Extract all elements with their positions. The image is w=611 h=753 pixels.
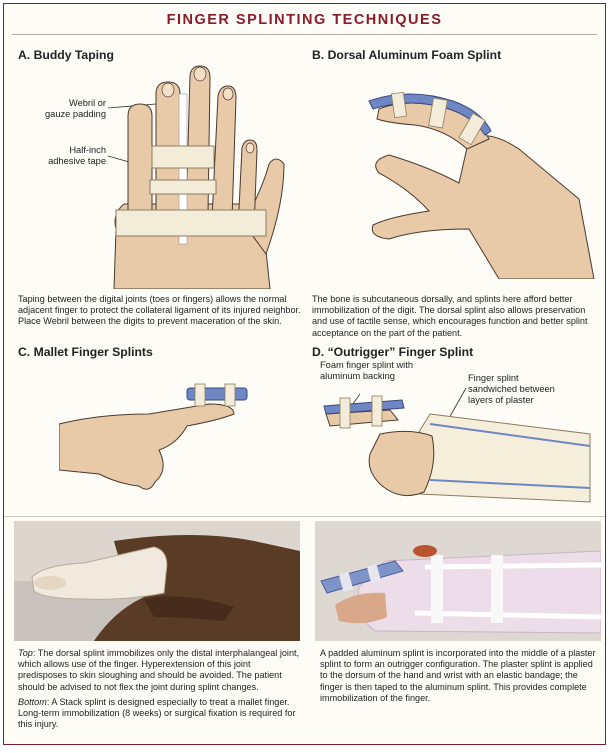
title-divider xyxy=(12,34,597,35)
outrigger-splint-photo xyxy=(315,521,601,641)
section-a-caption: Taping between the digital joints (toes or fingers) allows the normal adjacent finger to protect the collateral ligament of its injured neighbor. Place Webril between the digits to prevent maceration of the skin. xyxy=(18,294,301,327)
label-foam-splint: Foam finger splint with aluminum backing xyxy=(320,360,414,381)
section-b-heading: B. Dorsal Aluminum Foam Splint xyxy=(312,48,502,62)
label-adhesive-tape: Half-inch adhesive tape xyxy=(48,145,106,166)
page xyxy=(3,3,606,745)
label-plaster-splint: Finger splint sandwiched between layers of plaster xyxy=(468,373,555,405)
buddy-taping-illustration xyxy=(94,64,294,289)
section-c-heading: C. Mallet Finger Splints xyxy=(18,345,153,359)
dorsal-splint-illustration xyxy=(349,79,599,279)
section-d-caption: A padded aluminum splint is incorporated into the middle of a plaster splint to form an outrigger configuration. The plaster splint is applied to the dorsum of the hand and wrist with an elastic bandage; the finger is then taped to the aluminum splint. This provides complete immobilization of the finger. xyxy=(320,648,596,703)
mallet-splint-illustration xyxy=(59,374,269,509)
section-c-caption xyxy=(18,648,302,734)
photo-divider xyxy=(4,516,605,517)
section-b-caption: The bone is subcutaneous dorsally, and splints here afford better immobilization of the digit. The dorsal splint also allows preservation and use of tactile sense, which encourages function and better splint acceptance on the part of the patient. xyxy=(312,294,588,338)
caption-top: Top: The dorsal splint immobilizes only the distal interphalangeal joint, which allows use of the finger. Hyperextension of this joint predisposes to skin sloughing and should be avoided. The patient should be advised to not flex the joint during splint changes. xyxy=(18,648,300,692)
section-d-heading: D. “Outrigger” Finger Splint xyxy=(312,345,474,359)
caption-bottom: Bottom: A Stack splint is designed especially to treat a mallet finger. Long-term immobilization (8 weeks) or surgical fixation is required for this injury. xyxy=(18,696,296,730)
section-a-heading: A. Buddy Taping xyxy=(18,48,114,62)
stack-splint-photo xyxy=(14,521,300,641)
label-padding: Webril or gauze padding xyxy=(44,98,106,119)
page-title: FINGER SPLINTING TECHNIQUES xyxy=(166,12,443,28)
outrigger-splint-illustration xyxy=(320,384,600,512)
